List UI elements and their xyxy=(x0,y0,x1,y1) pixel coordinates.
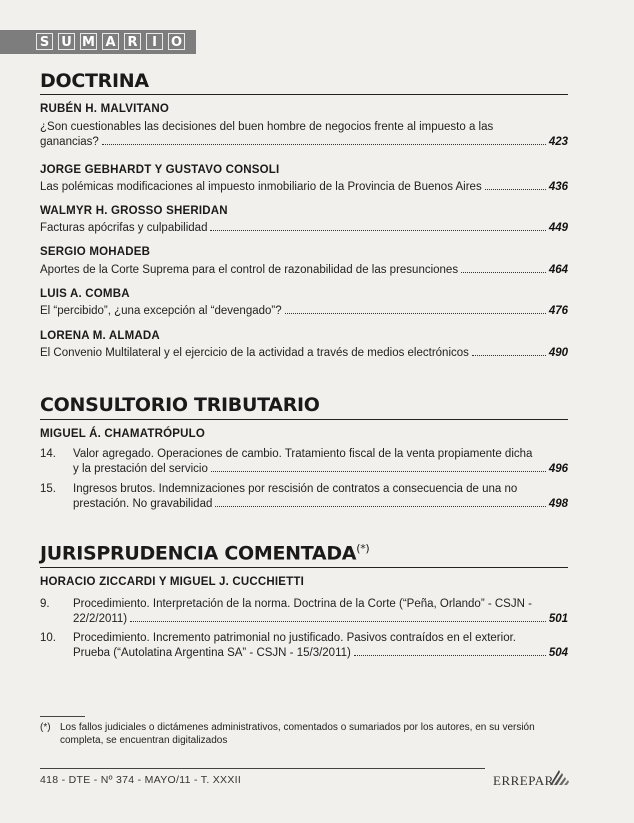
page-footer: 418 - DTE - Nº 374 - MAYO/11 - T. XXXII xyxy=(40,774,242,786)
toc-entry[interactable] xyxy=(40,263,568,278)
section-title-jurisprudencia xyxy=(40,542,369,564)
entry-title: El Convenio Multilateral y el ejercicio de la actividad a través de medios electrónicos xyxy=(40,347,469,359)
toc-entry[interactable] xyxy=(40,597,568,627)
dot-leader xyxy=(461,272,546,273)
footnote-marker: (*) xyxy=(40,722,51,733)
dot-leader xyxy=(354,655,546,656)
footnote-divider xyxy=(40,716,85,717)
toc-entry[interactable] xyxy=(40,180,568,195)
toc-entry[interactable] xyxy=(40,447,568,477)
toc-entry[interactable] xyxy=(40,120,568,150)
entry-title: El “percibido”, ¿una excepción al “devengado”? xyxy=(40,305,282,317)
dot-leader xyxy=(472,355,546,356)
dot-leader xyxy=(211,471,546,472)
sumario-letter: U xyxy=(58,33,75,50)
entry-author: JORGE GEBHARDT Y GUSTAVO CONSOLI xyxy=(40,164,280,176)
entry-number: 9. xyxy=(40,598,50,610)
section-title-doctrina: DOCTRINA xyxy=(40,70,149,92)
sumario-letter: M xyxy=(80,33,97,50)
page-number: 501 xyxy=(548,613,568,625)
publisher-logo-text: ERREPAR xyxy=(493,773,554,788)
entry-title: Las polémicas modificaciones al impuesto inmobiliario de la Provincia de Buenos Aires xyxy=(40,181,482,193)
entry-number: 14. xyxy=(40,448,56,460)
dot-leader xyxy=(285,313,546,314)
toc-entry[interactable] xyxy=(40,346,568,361)
sumario-letter: R xyxy=(124,33,141,50)
entry-title-continued: prestación. No gravabilidad xyxy=(73,498,213,510)
dot-leader xyxy=(210,230,545,231)
entry-author: LUIS A. COMBA xyxy=(40,288,130,300)
dot-leader xyxy=(102,144,546,145)
page-number: 436 xyxy=(548,181,568,193)
dot-leader xyxy=(130,621,546,622)
entry-author: LORENA M. ALMADA xyxy=(40,330,160,342)
entry-title: Aportes de la Corte Suprema para el control de razonabilidad de las presunciones xyxy=(40,264,459,276)
section-divider xyxy=(40,419,568,420)
entry-title-continued: y la prestación del servicio xyxy=(73,463,208,475)
page-number: 464 xyxy=(548,264,568,276)
entry-number: 10. xyxy=(40,632,56,644)
footnote-marker: (*) xyxy=(356,542,370,555)
footnote xyxy=(40,721,570,747)
entry-author: WALMYR H. GROSSO SHERIDAN xyxy=(40,205,228,217)
page-number: 498 xyxy=(548,498,568,510)
toc-entry[interactable] xyxy=(40,221,568,236)
footer-divider xyxy=(40,768,485,769)
entry-title-continued: ganancias? xyxy=(40,136,99,148)
toc-entry[interactable] xyxy=(40,482,568,512)
dot-leader xyxy=(215,506,545,507)
entry-title: Facturas apócrifas y culpabilidad xyxy=(40,222,208,234)
publisher-logo-icon xyxy=(549,768,571,786)
sumario-title xyxy=(36,33,185,50)
sumario-letter: O xyxy=(168,33,185,50)
section-title-text: JURISPRUDENCIA COMENTADA xyxy=(40,542,357,565)
page-number: 490 xyxy=(548,347,568,359)
entry-title: Valor agregado. Operaciones de cambio. Tratamiento fiscal de la venta propiamente dicha xyxy=(73,448,533,460)
section-divider xyxy=(40,94,568,95)
entry-title: ¿Son cuestionables las decisiones del buen hombre de negocios frente al impuesto a las xyxy=(40,121,494,133)
section-title-consultorio: CONSULTORIO TRIBUTARIO xyxy=(40,394,320,416)
dot-leader xyxy=(485,189,546,190)
entry-title-continued: 22/2/2011) xyxy=(73,613,128,625)
page-number: 476 xyxy=(548,305,568,317)
entry-author: RUBÉN H. MALVITANO xyxy=(40,103,170,115)
entry-author: HORACIO ZICCARDI Y MIGUEL J. CUCCHIETTI xyxy=(40,576,305,588)
page-number: 423 xyxy=(548,136,568,148)
page-number: 496 xyxy=(548,463,568,475)
toc-entry[interactable] xyxy=(40,631,568,661)
entry-title: Procedimiento. Interpretación de la norma. Doctrina de la Corte (“Peña, Orlando” - CSJN - xyxy=(73,598,532,610)
toc-entry[interactable] xyxy=(40,304,568,319)
section-divider xyxy=(40,567,568,568)
entry-title: Procedimiento. Incremento patrimonial no justificado. Pasivos contraídos en el exterior. xyxy=(73,632,516,644)
sumario-letter: I xyxy=(146,33,163,50)
entry-title-continued: Prueba (“Autolatina Argentina SA” - CSJN - 15/3/2011) xyxy=(73,647,351,659)
entry-author: SERGIO MOHADEB xyxy=(40,246,151,258)
footnote-text: Los fallos judiciales o dictámenes administrativos, comentados o sumariados por los autores, en su versión completa, se encuentran digitalizados xyxy=(60,722,535,746)
page-number: 504 xyxy=(548,647,568,659)
entry-number: 15. xyxy=(40,483,56,495)
entry-author: MIGUEL Á. CHAMATRÓPULO xyxy=(40,428,205,440)
sumario-letter: S xyxy=(36,33,53,50)
sumario-letter: A xyxy=(102,33,119,50)
page-number: 449 xyxy=(548,222,568,234)
entry-title: Ingresos brutos. Indemnizaciones por rescisión de contratos a consecuencia de una no xyxy=(73,483,518,495)
